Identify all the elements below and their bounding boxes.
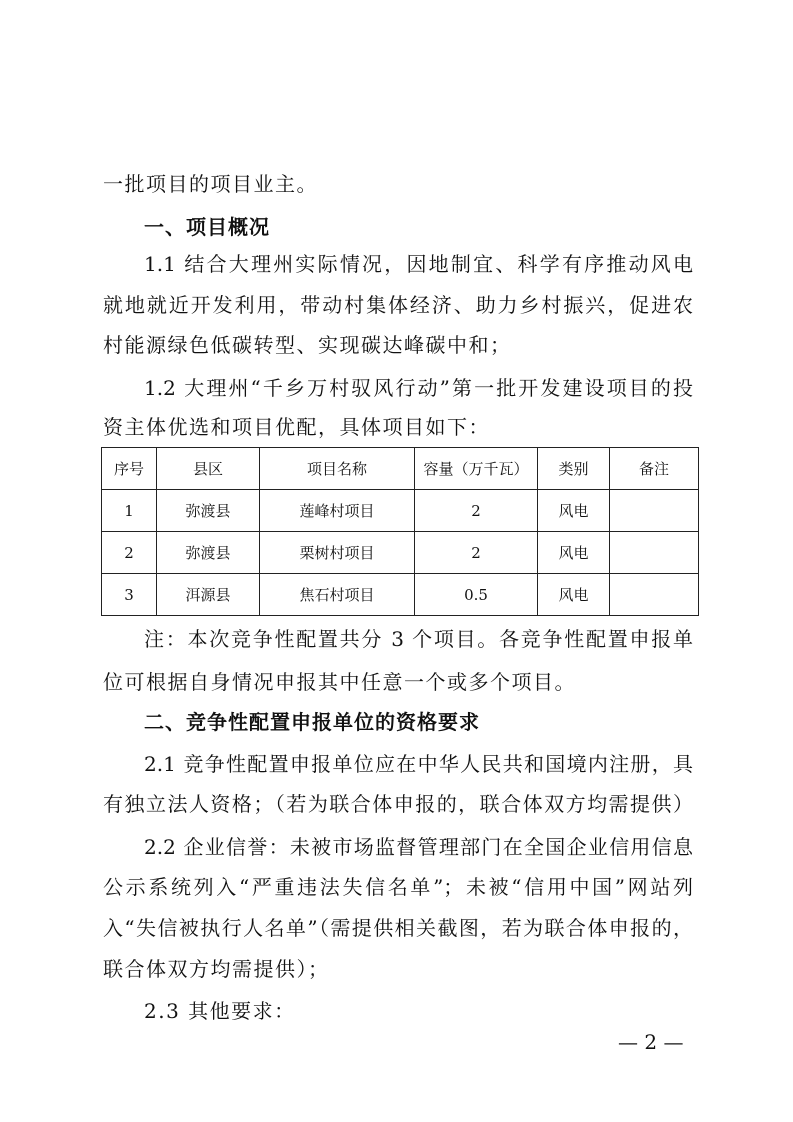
cell-project-name: 焦石村项目 — [260, 574, 415, 616]
section-heading-2: 二、竞争性配置申报单位的资格要求 — [144, 710, 480, 734]
paragraph-1-2-line-1: 1.2 大理州“千乡万村驭风行动”第一批开发建设项目的投 — [144, 376, 693, 400]
paragraph-2-2-line-3: 入“失信被执行人名单”（需提供相关截图，若为联合体申报的， — [103, 916, 693, 940]
paragraph-2-3: 2.3 其他要求： — [144, 999, 296, 1023]
paragraph-1-2-line-2: 资主体优选和项目优配，具体项目如下： — [103, 415, 490, 439]
paragraph-continuation: 一批项目的项目业主。 — [103, 172, 318, 196]
note-line-2: 位可根据自身情况申报其中任意一个或多个项目。 — [103, 670, 576, 694]
paragraph-2-2-line-1: 2.2 企业信誉：未被市场监督管理部门在全国企业信用信息 — [144, 835, 693, 859]
cell-index: 1 — [102, 490, 157, 532]
paragraph-1-1-line-1: 1.1 结合大理州实际情况，因地制宜、科学有序推动风电 — [144, 252, 693, 276]
cell-capacity: 0.5 — [415, 574, 538, 616]
table-header-row — [102, 448, 699, 490]
header-cell-remarks: 备注 — [610, 448, 699, 490]
cell-category: 风电 — [538, 574, 610, 616]
cell-remarks — [610, 574, 699, 616]
cell-project-name: 莲峰村项目 — [260, 490, 415, 532]
header-cell-project-name: 项目名称 — [260, 448, 415, 490]
paragraph-1-1-line-2: 就地就近开发利用，带动村集体经济、助力乡村振兴，促进农 — [103, 293, 693, 317]
page-number: — 2 — — [618, 1030, 684, 1054]
header-cell-county: 县区 — [157, 448, 260, 490]
paragraph-2-1-line-1: 2.1 竞争性配置申报单位应在中华人民共和国境内注册，具 — [144, 752, 693, 776]
paragraph-1-1-line-3: 村能源绿色低碳转型、实现碳达峰碳中和； — [103, 333, 512, 357]
header-cell-capacity: 容量（万千瓦） — [415, 448, 538, 490]
project-table — [101, 447, 699, 616]
paragraph-2-1-line-2: 有独立法人资格；（若为联合体申报的，联合体双方均需提供） — [103, 792, 693, 816]
cell-project-name: 栗树村项目 — [260, 532, 415, 574]
cell-capacity: 2 — [415, 532, 538, 574]
note-line-1: 注：本次竞争性配置共分 3 个项目。各竞争性配置申报单 — [144, 627, 693, 651]
table-row — [102, 574, 699, 616]
paragraph-2-2-line-2: 公示系统列入“严重违法失信名单”；未被“信用中国”网站列 — [103, 875, 693, 899]
cell-remarks — [610, 532, 699, 574]
header-cell-category: 类别 — [538, 448, 610, 490]
cell-index: 2 — [102, 532, 157, 574]
section-heading-1: 一、项目概况 — [144, 215, 270, 239]
cell-index: 3 — [102, 574, 157, 616]
cell-county: 洱源县 — [157, 574, 260, 616]
cell-county: 弥渡县 — [157, 490, 260, 532]
cell-capacity: 2 — [415, 490, 538, 532]
paragraph-2-2-line-4: 联合体双方均需提供）； — [103, 957, 330, 981]
table-row — [102, 532, 699, 574]
cell-remarks — [610, 490, 699, 532]
cell-county: 弥渡县 — [157, 532, 260, 574]
header-cell-index: 序号 — [102, 448, 157, 490]
table-row — [102, 490, 699, 532]
cell-category: 风电 — [538, 490, 610, 532]
cell-category: 风电 — [538, 532, 610, 574]
